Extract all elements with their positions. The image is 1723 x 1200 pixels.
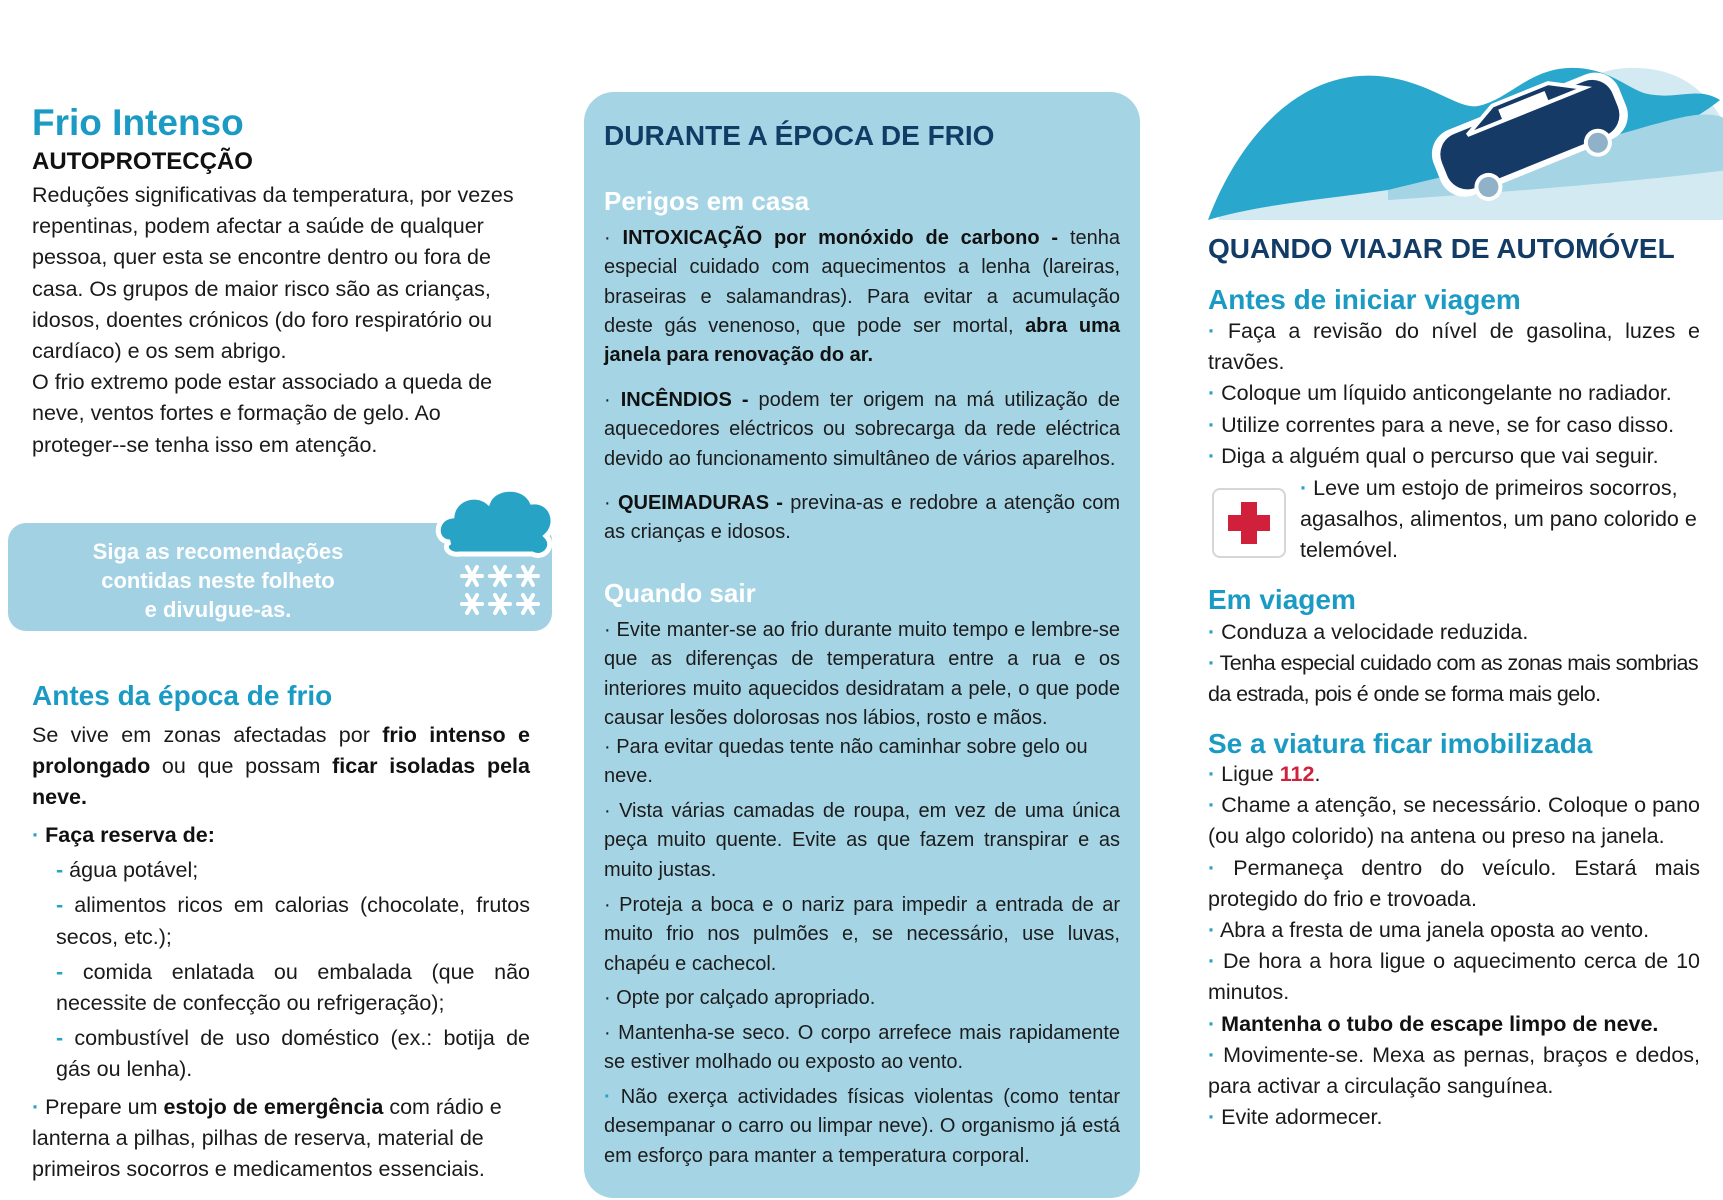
list-item-text: Movimente-se. Mexa as pernas, braços e dedos, para activar a circulação sanguínea. — [1208, 1042, 1700, 1099]
section-heading-perigos: Perigos em casa — [604, 186, 810, 216]
list-item-text: Não exerça actividades físicas violentas (como tentar desempanar o carro ou limpar neve). O organismo já está em esforço para manter a temperatura corporal. — [604, 1086, 1120, 1167]
intro-paragraph-1: Reduções significativas da temperatura, por vezes repentinas, podem afectar a saúde de qualquer pessoa, quer esta se encontre dentro ou fora de casa. Os grupos de maior risco são as crianças, idosos, doentes crónicos (do foro respiratório ou cardíaco) e os sem abrigo. — [32, 183, 514, 364]
antes-text-d: ficar isoladas pela neve. — [32, 754, 530, 810]
list-item — [1208, 946, 1700, 1008]
banner-line-2: contidas neste folheto — [101, 568, 335, 593]
list-item-text: Utilize correntes para a neve, se for caso disso. — [1221, 412, 1675, 437]
antes-text-c: ou que possam — [150, 754, 333, 779]
antes-text-a: Se vive em zonas afectadas por — [32, 723, 383, 747]
bullet-icon: · — [1208, 1042, 1216, 1067]
bullet-icon: · — [1300, 476, 1308, 500]
list-item — [1208, 853, 1700, 915]
reserve-item-text: alimentos ricos em calorias (chocolate, frutos secos, etc.); — [56, 893, 530, 949]
first-aid-item — [1300, 473, 1700, 567]
list-item-text: Faça a revisão do nível de gasolina, luzes e travões. — [1208, 319, 1700, 375]
list-item — [604, 984, 1120, 1013]
emergency-number: 112 — [1279, 762, 1315, 786]
intro-text — [32, 180, 530, 461]
list-item-text: Coloque um líquido anticongelante no radiador. — [1221, 381, 1672, 406]
list-item — [1208, 915, 1700, 946]
snow-cloud-icon — [432, 480, 562, 630]
list-item-text: Proteja a boca e o nariz para impedir a entrada de ar muito frio nos pulmões e, se necessário, use luvas, chapéu e cachecol. — [604, 894, 1121, 975]
bullet-icon: · — [32, 823, 40, 847]
bullet-icon: · — [604, 1086, 611, 1108]
bullet-icon: · — [1208, 1011, 1216, 1036]
list-item-text-bold: Mantenha o tubo de escape limpo de neve. — [1221, 1011, 1659, 1036]
imobilizada-list — [1208, 759, 1700, 1133]
first-aid-text: Leve um estojo de primeiros socorros, agasalhos, alimentos, um pano colorido e telemóvel. — [1300, 476, 1697, 563]
list-item-text: Tenha especial cuidado com as zonas mais sombrias da estrada, pois é onde se forma mais gelo. — [1208, 651, 1699, 707]
list-item — [1208, 617, 1700, 648]
bullet-icon: · — [1208, 793, 1216, 818]
dash-icon: - — [56, 893, 64, 918]
kit-text-b: estojo de emergência — [163, 1095, 384, 1119]
antes-text-b: frio intenso e prolongado — [32, 723, 531, 779]
list-item — [1208, 759, 1700, 790]
reserve-item-text: água potável; — [69, 858, 199, 883]
bullet-icon: · — [1208, 918, 1216, 943]
section-heading-em-viagem: Em viagem — [1208, 584, 1356, 615]
list-item — [1208, 378, 1700, 409]
reserve-heading — [32, 820, 530, 851]
list-item-text: Para evitar quedas tente não caminhar sobre gelo ou neve. — [604, 736, 1088, 788]
intro-paragraph-2: O frio extremo pode estar associado a queda de neve, ventos fortes e formação de gelo. Ao proteger--se tenha isso em atenção. — [32, 370, 493, 457]
bullet-icon: · — [1208, 949, 1216, 974]
list-item-text: De hora a hora ligue o aquecimento cerca de 10 minutos. — [1208, 949, 1700, 1005]
list-item — [1208, 1040, 1700, 1102]
list-item — [604, 733, 1120, 792]
list-item-text: Abra a fresta de uma janela oposta ao vento. — [1219, 918, 1650, 943]
hazard-title: INTOXICAÇÃO por monóxido de carbono - — [622, 227, 1059, 249]
banner-line-3: e divulgue-as. — [144, 597, 292, 622]
bullet-icon: · — [1208, 762, 1216, 786]
reserve-list — [32, 820, 530, 1086]
bullet-icon: · — [604, 736, 611, 758]
list-item — [1208, 441, 1700, 472]
list-item — [1208, 790, 1700, 852]
bullet-icon: · — [1208, 651, 1215, 676]
hazard-text: tenha especial cuidado com aquecimentos a lenha (lareiras, braseiras e salamandras). Para evitar a acumulação deste gás venenoso, que pode ser mortal, — [604, 227, 1120, 337]
list-item-text: Evite adormecer. — [1221, 1105, 1383, 1130]
bullet-icon: · — [1208, 319, 1216, 343]
panel-title: DURANTE A ÉPOCA DE FRIO — [604, 120, 995, 151]
hazard-text: podem ter origem na má utilização de aquecedores eléctricos ou sobrecarga da rede eléctrica devido ao funcionamento simultâneo de vários aparelhos. — [604, 389, 1120, 470]
list-item — [604, 1019, 1120, 1078]
dash-icon: - — [56, 858, 64, 883]
bullet-icon: · — [1208, 381, 1216, 406]
reserve-heading-text: Faça reserva de: — [45, 823, 215, 847]
page-subtitle: AUTOPROTECÇÃO — [32, 148, 253, 175]
list-item — [1208, 1102, 1700, 1133]
section-heading-antes-viagem: Antes de iniciar viagem — [1208, 284, 1521, 315]
bullet-icon: · — [32, 1095, 40, 1119]
list-item-text: Conduza a velocidade reduzida. — [1221, 620, 1529, 644]
list-item — [604, 616, 1120, 733]
reserve-item — [32, 957, 530, 1019]
hazard-text-bold: abra uma janela para renovação do ar. — [604, 314, 1120, 367]
list-item-text: Opte por calçado apropriado. — [616, 987, 876, 1009]
hazard-text: previna-as e redobre a atenção com as crianças e idosos. — [604, 492, 1120, 544]
kit-text-a: Prepare um — [45, 1095, 164, 1119]
dash-icon: - — [56, 1026, 64, 1051]
list-item-text-end: . — [1314, 762, 1321, 786]
kit-text-c: com rádio e lanterna a pilhas, pilhas de reserva, material de primeiros socorros e medicamentos essenciais. — [32, 1095, 502, 1182]
red-cross-icon — [1214, 490, 1284, 556]
list-item-text: Diga a alguém qual o percurso que vai seguir. — [1221, 443, 1659, 468]
bullet-icon: · — [1208, 443, 1216, 468]
section-heading-antes: Antes da época de frio — [32, 680, 333, 711]
banner-text — [48, 537, 388, 624]
reserve-item — [32, 855, 530, 886]
bullet-icon: · — [1208, 412, 1216, 437]
hazard-queimaduras — [604, 489, 1120, 548]
bullet-icon: · — [604, 492, 611, 514]
reserve-item-text: combustível de uso doméstico (ex.: botija de gás ou lenha). — [56, 1026, 530, 1082]
page-title: Frio Intenso — [32, 102, 244, 143]
bullet-icon: · — [604, 619, 611, 641]
hazard-incendios — [604, 386, 1120, 474]
bullet-icon: · — [1208, 1105, 1216, 1130]
antes-viagem-list — [1208, 316, 1700, 472]
list-item-text: Evite manter-se ao frio durante muito tempo e lembre-se que as diferenças de temperatura entre a rua e os interiores muito aquecidos desidratam a pele, o que pode causar lesões dolorosas nos lábios, rosto e mãos. — [604, 619, 1120, 729]
hazard-title: INCÊNDIOS - — [620, 389, 749, 411]
list-item-text: Mantenha-se seco. O corpo arrefece mais rapidamente se estiver molhado ou exposto ao vento. — [604, 1022, 1121, 1074]
car-on-ice-icon — [1208, 30, 1723, 220]
bullet-icon: · — [604, 800, 611, 822]
list-item-text: Permaneça dentro do veículo. Estará mais protegido do frio e trovoada. — [1208, 855, 1700, 911]
list-item — [1208, 316, 1700, 378]
bullet-icon: · — [604, 1022, 611, 1044]
dash-icon: - — [56, 959, 64, 984]
reserve-item — [32, 1023, 530, 1085]
list-item — [604, 891, 1120, 979]
bullet-icon: · — [604, 894, 611, 916]
em-viagem-list — [1208, 617, 1700, 711]
banner-line-1: Siga as recomendações — [92, 539, 344, 564]
list-item — [604, 1083, 1120, 1171]
list-item-text: Vista várias camadas de roupa, em vez de uma única peça muito quente. Evite as que fazem transpirar e as muito justas. — [604, 800, 1120, 881]
first-aid-icon — [1212, 488, 1286, 558]
bullet-icon: · — [1208, 620, 1216, 644]
antes-paragraph — [32, 720, 530, 814]
reserve-item-text: comida enlatada ou embalada (que não necessite de confecção ou refrigeração); — [56, 959, 530, 1016]
bullet-icon: · — [1208, 855, 1216, 880]
list-item-text: Ligue — [1221, 762, 1280, 786]
bullet-icon: · — [604, 227, 611, 249]
section-heading-imobilizada: Se a viatura ficar imobilizada — [1208, 728, 1593, 759]
bullet-icon: · — [604, 987, 611, 1009]
list-item — [1208, 648, 1700, 710]
list-item — [1208, 1009, 1700, 1040]
kit-paragraph — [32, 1092, 530, 1186]
section-title-viajar: QUANDO VIAJAR DE AUTOMÓVEL — [1208, 233, 1675, 264]
hazard-intoxicacao — [604, 224, 1120, 370]
hazard-title: QUEIMADURAS - — [617, 492, 783, 514]
list-item — [604, 797, 1120, 885]
bullet-icon: · — [604, 389, 611, 411]
list-item-text: Chame a atenção, se necessário. Coloque o pano (ou algo colorido) na antena ou preso na janela. — [1208, 793, 1700, 849]
list-item — [1208, 410, 1700, 441]
reserve-item — [32, 890, 530, 952]
section-heading-quando-sair: Quando sair — [604, 578, 756, 608]
